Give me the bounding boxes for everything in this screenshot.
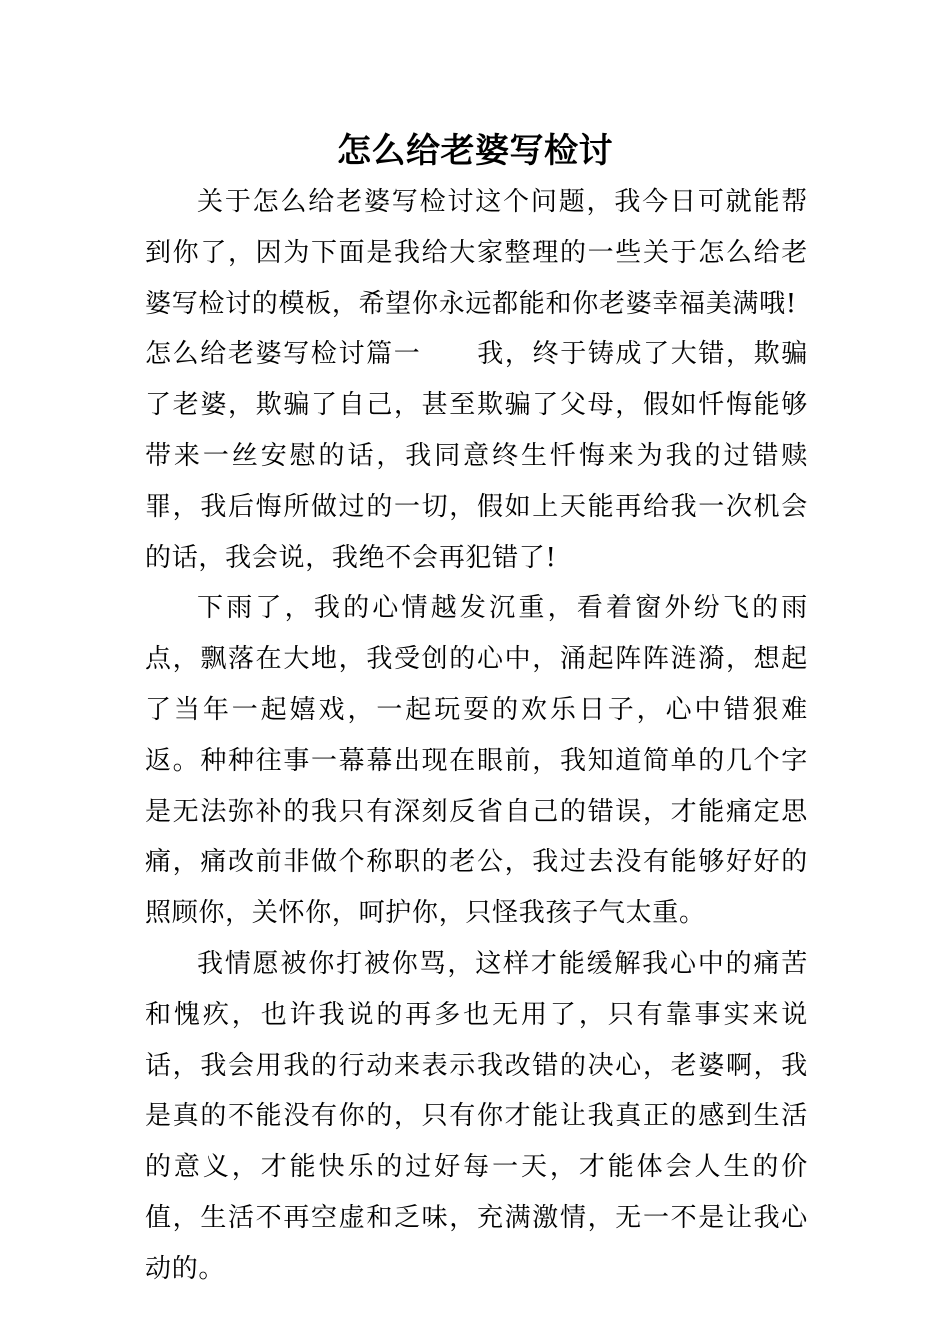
body-paragraph-3: 我情愿被你打被你骂，这样才能缓解我心中的痛苦和愧疚，也许我说的再多也无用了，只有靠事实来说话，我会用我的行动来表示我改错的决心，老婆啊，我是真的不能没有你的，只有你才能让我真正的感到生活的意义，才能快乐的过好每一天，才能体会人生的价值，生活不再空虚和乏味，充满激情，无一不是让我心动的。 xyxy=(145,948,808,1284)
section-heading: 怎么给老婆写检讨篇一 xyxy=(145,339,422,370)
section-one-paragraph xyxy=(145,329,808,583)
body-paragraph-2: 下雨了，我的心情越发沉重，看着窗外纷飞的雨点，飘落在大地，我受创的心中，涌起阵阵涟漪，想起了当年一起嬉戏，一起玩耍的欢乐日子，心中错狠难返。种种往事一幕幕出现在眼前，我知道简单的几个字是无法弥补的我只有深刻反省自己的错误，才能痛定思痛，痛改前非做个称职的老公，我过去没有能够好好的照顾你，关怀你，呵护你，只怪我孩子气太重。 xyxy=(145,593,808,929)
section-one-text: 我，终于铸成了大错，欺骗了老婆，欺骗了自己，甚至欺骗了父母，假如忏悔能够带来一丝安慰的话，我同意终生忏悔来为我的过错赎罪，我后悔所做过的一切，假如上天能再给我一次机会的话，我会说，我绝不会再犯错了! xyxy=(145,339,808,573)
document-title: 怎么给老婆写检讨 xyxy=(337,131,613,171)
document-body xyxy=(145,177,808,1295)
intro-paragraph: 关于怎么给老婆写检讨这个问题，我今日可就能帮到你了，因为下面是我给大家整理的一些关于怎么给老婆写检讨的模板，希望你永远都能和你老婆幸福美满哦! xyxy=(145,187,808,319)
